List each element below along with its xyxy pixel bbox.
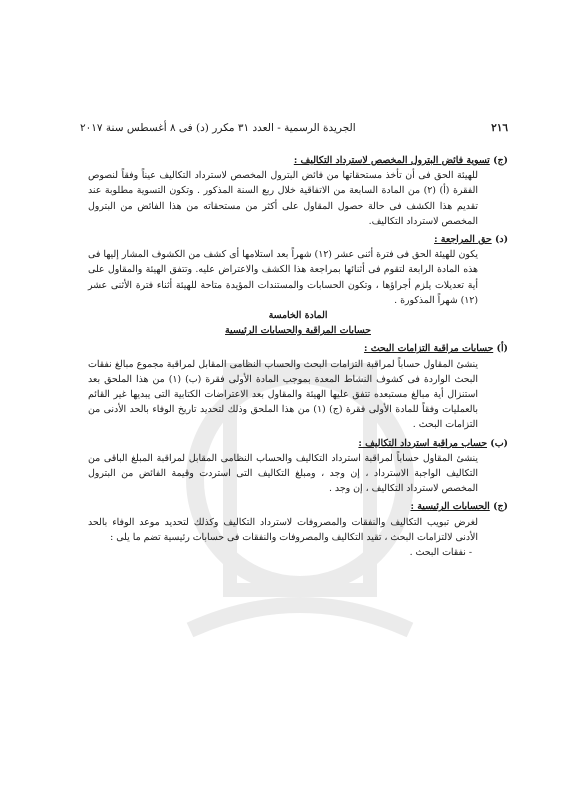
list-item: - نفقات البحث .: [409, 547, 472, 559]
gazette-title: الجريدة الرسمية - العدد ٣١ مكرر (د) فى ٨ أغسطس سنة ٢٠١٧: [80, 122, 356, 134]
section-b-paragraph: ينشئ المقاول حساباً لمراقبة استرداد التكاليف والحساب النظامى المقابل لمراقبة المبلغ الباقى من التكاليف الواجبة الاسترداد ، إن وجد ، ومبلغ التكاليف التى استردت وقيمة الفائض من البترول المخصص لاسترداد التكاليف ، إن وجد .: [88, 452, 478, 495]
article-title: المادة الخامسة: [268, 310, 328, 322]
document-body: [88, 150, 508, 560]
article-subtitle: حسابات المراقبة والحسابات الرئيسية: [225, 325, 371, 337]
section-d-paragraph: يكون للهيئة الحق فى فترة أثنى عشر (١٢) شهراً بعد استلامها أى كشف من الكشوف المشار إليها فى هذه المادة الرابعة لتقوم فى أثنائها بمراجعة هذا الكشف والاعتراض عليه. وتتفق الهيئة والمقاول على أية تعديلات يلزم أجراؤها ، وتكون الحسابات والمستندات المؤيدة متاحة للهيئة أثناء فترة الأثنى عشر (١٢) شهراً المذكورة .: [88, 249, 478, 306]
section-c-heading: (ج) تسوية فائض البترول المخصص لاسترداد التكاليف :: [293, 155, 508, 166]
section-j-heading: (ج) الحسابات الرئيسية :: [410, 501, 508, 513]
section-d-heading: (د) حق المراجعة :: [434, 234, 508, 246]
page-number: ٢١٦: [491, 122, 508, 134]
section-b-heading: (ب) حساب مراقبة استرداد التكاليف :: [358, 437, 508, 449]
section-j-paragraph: لغرض تبويب التكاليف والنفقات والمصروفات لاسترداد التكاليف وكذلك لتحديد موعد الوفاء بالحد الأدنى لالتزامات البحث ، تقيد التكاليف والمصروفات والنفقات فى حسابات رئيسية تضم ما يلى :: [88, 516, 478, 543]
page-header: [80, 122, 508, 134]
section-a-heading: (أ) حسابات مراقبة التزامات البحث :: [363, 343, 508, 355]
section-a-paragraph: ينشئ المقاول حساباً لمراقبة التزامات البحث والحساب النظامى المقابل لمراقبة مجموع مبالغ نفقات البحث الواردة فى كشوف النشاط المعدة بموجب المادة الأولى فقرة (ب) (١) من هذا الملحق بعد استنزال أية مبالغ مستبعده تتفق عليها الهيئة والمقاول بعد الاعتراضات الكتابية التى يبديها غير القائم بالعمليات وفقاً للمادة الأولى فقرة (ج) (١) من هذا الملحق وذلك لتحديد تاريخ الوفاء بالحد الأدنى من التزامات البحث .: [88, 358, 478, 431]
section-c-paragraph: للهيئة الحق فى أن تأخذ مستحقاتها من فائض البترول المخصص لاسترداد التكاليف عيناً وفقاً لنصوص الفقرة (أ) (٢) من المادة السابعة من الاتفاقية خلال ربع السنة المذكور . وتكون التسوية مطلوبة عند تقديم هذا الكشف فى حالة حصول المقاول على أكثر من مستحقاته من هذا الفائض من البترول المخصص لاسترداد التكاليف.: [88, 170, 478, 227]
